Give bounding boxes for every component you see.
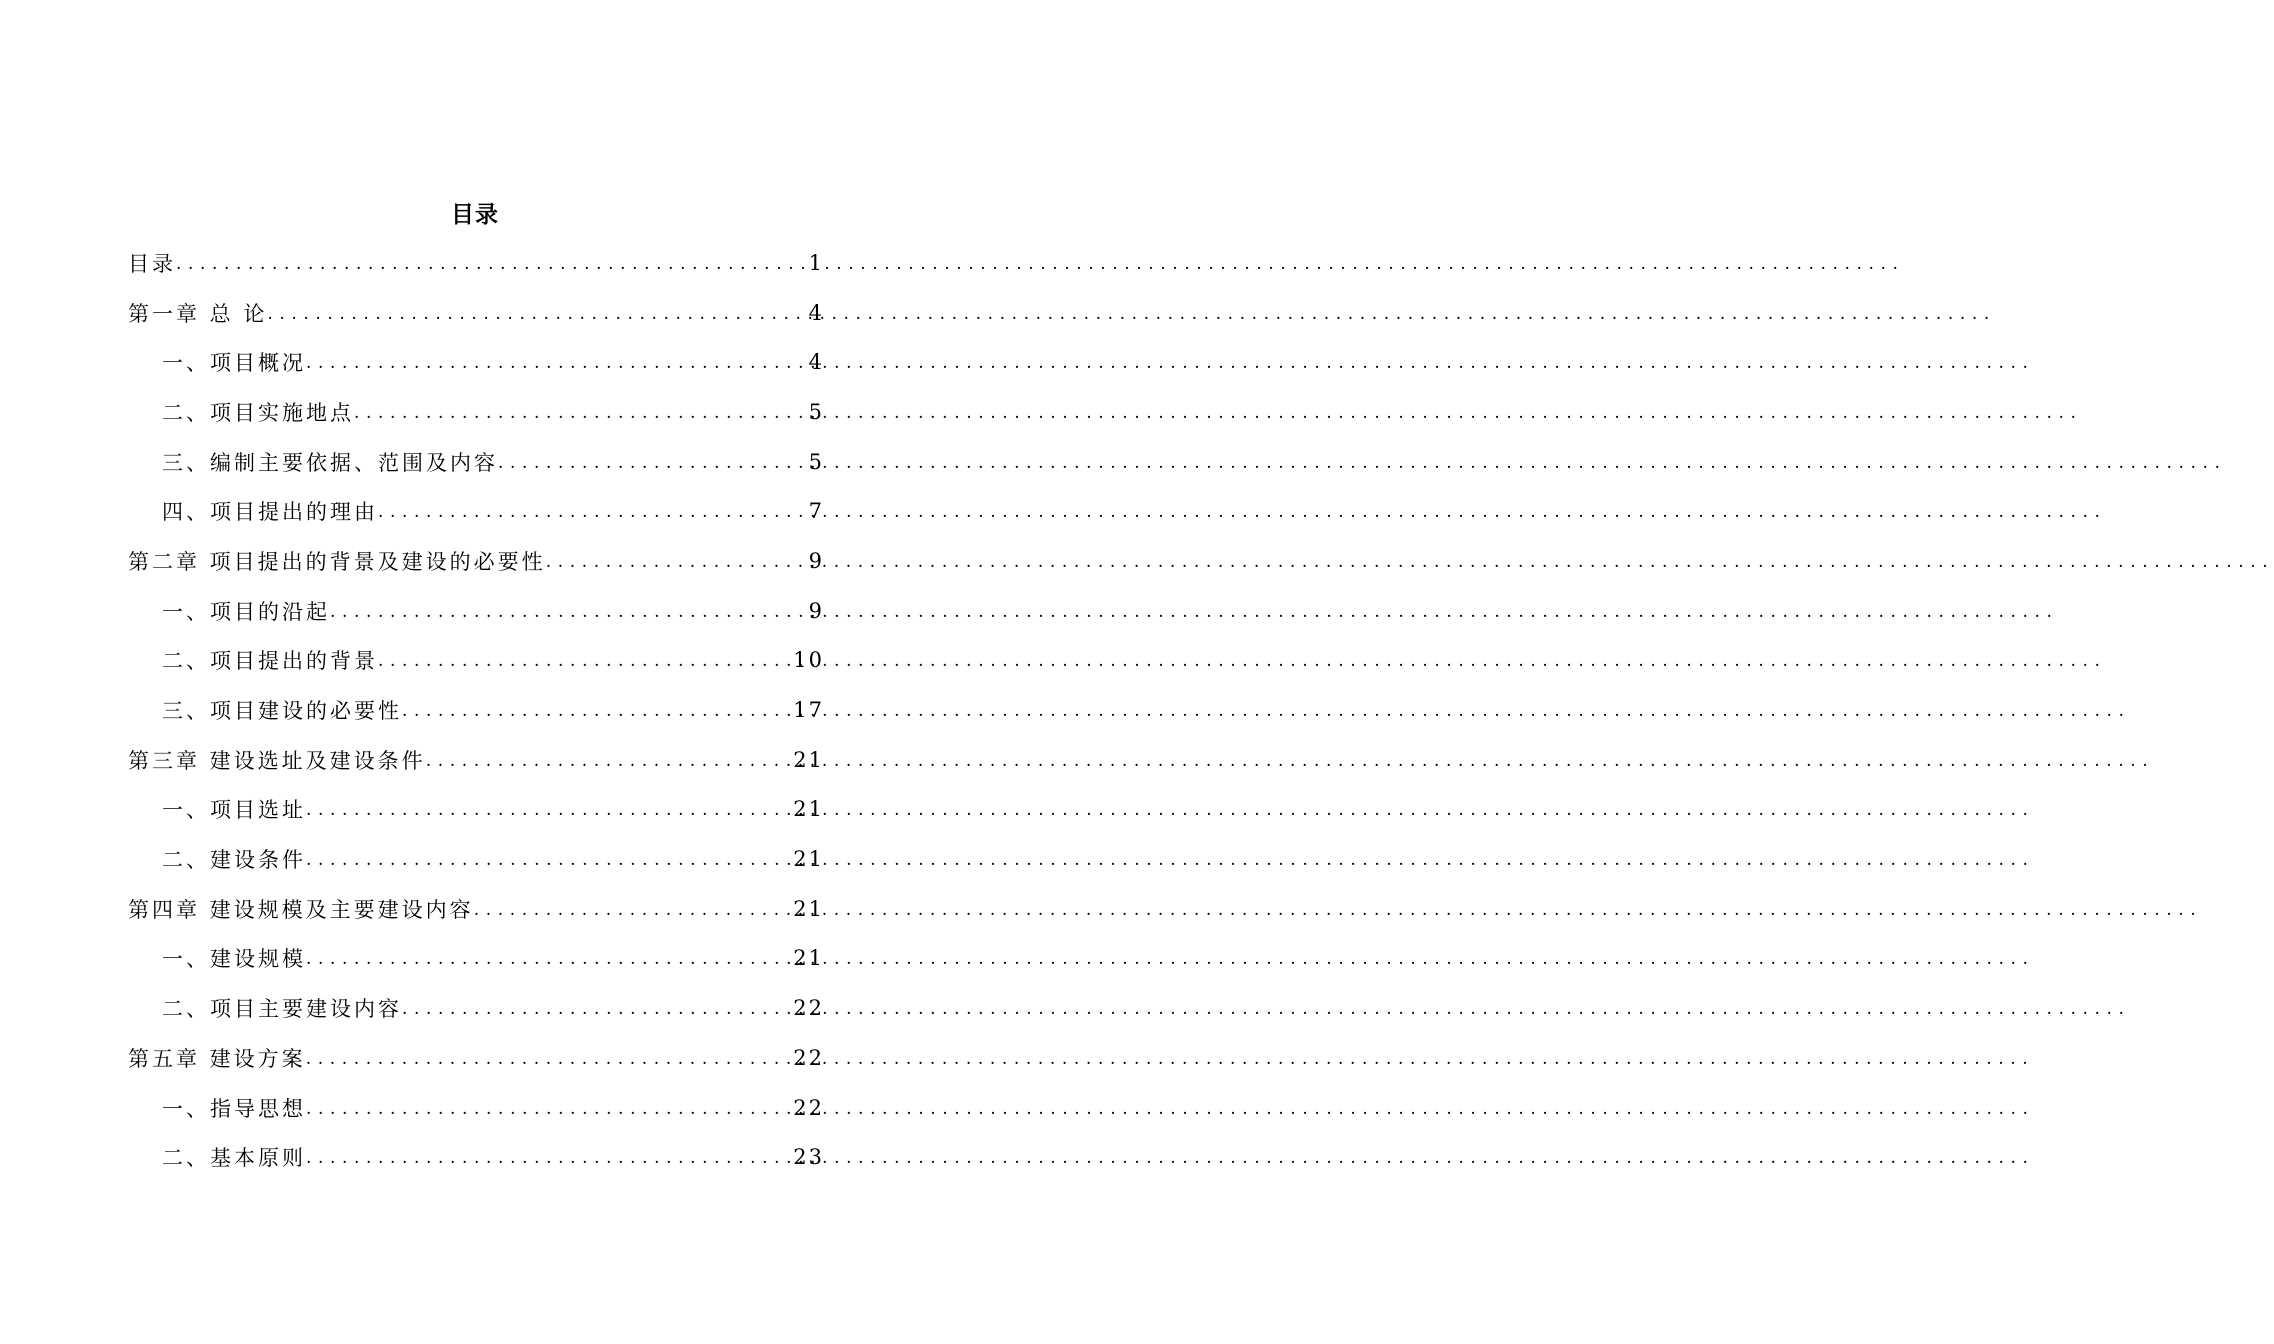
toc-entry-label: 二、项目实施地点 — [162, 400, 354, 425]
toc-list — [128, 238, 822, 1182]
toc-entry[interactable] — [128, 983, 822, 1033]
toc-entry-label: 第二章 项目提出的背景及建设的必要性 — [128, 549, 546, 574]
document-page — [0, 0, 950, 1344]
toc-entry-page: 17 — [793, 698, 824, 723]
toc-entry-label: 四、项目提出的理由 — [162, 500, 378, 525]
toc-entry-page: 21 — [793, 797, 824, 822]
toc-leader-dots — [354, 401, 809, 423]
toc-leader-dots — [546, 550, 809, 572]
toc-leader-dots — [378, 500, 809, 522]
toc-entry-label: 二、项目主要建设内容 — [162, 997, 402, 1022]
toc-entry[interactable] — [128, 884, 822, 934]
toc-leader-dots — [306, 1047, 794, 1069]
toc-entry[interactable] — [128, 486, 822, 536]
toc-title: 目录 — [451, 201, 499, 228]
toc-leader-dots — [306, 947, 793, 969]
toc-entry-page: 23 — [793, 1145, 824, 1170]
toc-leader-dots — [306, 1146, 793, 1168]
toc-entry[interactable] — [128, 1132, 822, 1182]
toc-entry[interactable] — [128, 685, 822, 735]
toc-entry-label: 一、项目选址 — [162, 798, 306, 823]
toc-entry-label: 一、指导思想 — [162, 1096, 306, 1121]
toc-entry-page: 10 — [793, 648, 824, 673]
toc-entry[interactable] — [128, 735, 822, 785]
toc-leader-dots — [402, 699, 793, 721]
toc-leader-dots — [426, 749, 794, 771]
toc-entry[interactable] — [128, 934, 822, 984]
toc-leader-dots — [498, 451, 809, 473]
toc-entry[interactable] — [128, 785, 822, 835]
toc-entry-label: 第五章 建设方案 — [128, 1046, 306, 1071]
toc-entry-label: 第一章 总 论 — [128, 301, 268, 326]
toc-entry[interactable] — [128, 1083, 822, 1133]
toc-leader-dots — [306, 798, 793, 820]
toc-entry-label: 二、建设条件 — [162, 848, 306, 873]
toc-entry-page: 21 — [793, 847, 824, 872]
toc-entry-label: 二、项目提出的背景 — [162, 649, 378, 674]
toc-entry-page: 7 — [808, 499, 824, 524]
toc-leader-dots — [378, 649, 793, 671]
toc-leader-dots — [330, 600, 809, 622]
toc-entry-page: 1 — [808, 250, 824, 275]
toc-entry-label: 一、建设规模 — [162, 947, 306, 972]
toc-leader-dots — [306, 1097, 793, 1119]
toc-entry[interactable] — [128, 387, 822, 437]
toc-entry-page: 9 — [808, 598, 824, 623]
toc-entry-page: 21 — [793, 747, 824, 772]
toc-entry[interactable] — [128, 834, 822, 884]
toc-entry[interactable] — [128, 586, 822, 636]
toc-leader-dots — [176, 252, 809, 274]
toc-entry-page: 5 — [808, 449, 824, 474]
toc-entry-label: 第三章 建设选址及建设条件 — [128, 748, 426, 773]
toc-entry-label: 目录 — [128, 251, 176, 276]
toc-entry-page: 22 — [793, 1045, 824, 1070]
toc-entry-page: 4 — [808, 350, 824, 375]
toc-entry[interactable] — [128, 238, 822, 288]
toc-entry[interactable] — [128, 636, 822, 686]
toc-entry-page: 21 — [793, 946, 824, 971]
toc-entry-label: 三、项目建设的必要性 — [162, 699, 402, 724]
toc-entry-label: 一、项目的沿起 — [162, 599, 330, 624]
toc-leader-dots — [306, 848, 793, 870]
toc-entry-page: 5 — [808, 399, 824, 424]
toc-leader-dots — [306, 351, 809, 373]
toc-entry-label: 一、项目概况 — [162, 351, 306, 376]
toc-entry-page: 21 — [793, 896, 824, 921]
toc-leader-dots — [402, 997, 793, 1019]
toc-entry-page: 22 — [793, 1095, 824, 1120]
toc-entry[interactable] — [128, 536, 822, 586]
toc-leader-dots — [267, 302, 808, 324]
toc-entry-label: 三、编制主要依据、范围及内容 — [162, 450, 498, 475]
toc-entry[interactable] — [128, 437, 822, 487]
toc-entry-page: 22 — [793, 996, 824, 1021]
toc-entry[interactable] — [128, 1033, 822, 1083]
toc-entry-page: 9 — [808, 548, 824, 573]
toc-entry-page: 4 — [808, 300, 824, 325]
toc-entry-label: 二、基本原则 — [162, 1146, 306, 1171]
toc-leader-dots — [474, 898, 794, 920]
toc-entry[interactable] — [128, 337, 822, 387]
toc-entry-label: 第四章 建设规模及主要建设内容 — [128, 897, 474, 922]
toc-entry[interactable] — [128, 288, 822, 338]
